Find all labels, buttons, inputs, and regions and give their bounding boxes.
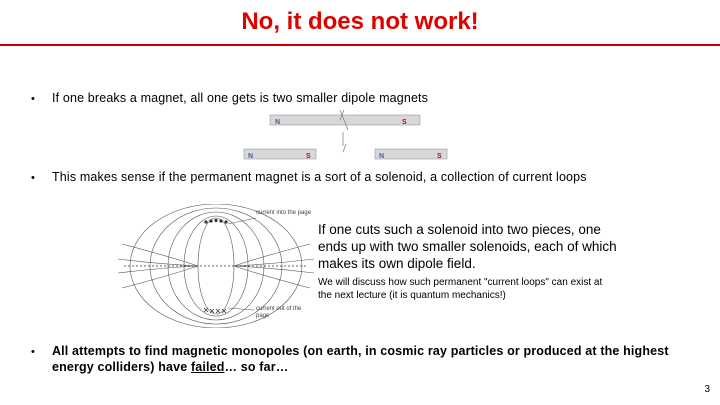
bullet-text-3-part1: All attempts to find magnetic monopoles (on earth, in cosmic ray particles or produced at the highest energy colliders) have <box>52 344 669 374</box>
page-number: 3 <box>704 384 710 395</box>
bullet-text-1: If one breaks a magnet, all one gets is two smaller dipole magnets <box>52 91 429 105</box>
bullet-marker-3: • <box>31 346 35 358</box>
failed-word: failed <box>190 360 225 374</box>
piece2-s-label: S <box>437 153 442 160</box>
pole-s-label: S <box>402 119 407 126</box>
broken-magnet-figure <box>240 108 460 166</box>
bullet-marker-2: • <box>31 172 35 184</box>
current-into-page-label: current into the page <box>256 210 312 216</box>
piece1-n-label: N <box>248 153 254 160</box>
current-out-of-page-label: current out of the page <box>256 306 302 319</box>
bullet-text-3-part2: … so far… <box>224 360 289 374</box>
lecture-note: We will discuss how such permanent "current loops" can exist at the next lecture (it is quantum mechanics!) <box>318 277 603 301</box>
title-divider <box>0 44 720 46</box>
piece2-n-label: N <box>379 153 385 160</box>
bullet-text-2: This makes sense if the permanent magnet is a sort of a solenoid, a collection of current loops <box>52 170 587 184</box>
pole-n-label: N <box>275 119 281 126</box>
slide-title: No, it does not work! <box>241 8 479 35</box>
piece1-s-label: S <box>306 153 311 160</box>
bullet-marker-1: • <box>31 93 35 105</box>
solenoid-explanation: If one cuts such a solenoid into two pieces, one ends up with two smaller solenoids, each of which makes its own dipole field. <box>318 222 617 271</box>
bullet-text-3 <box>52 343 672 375</box>
